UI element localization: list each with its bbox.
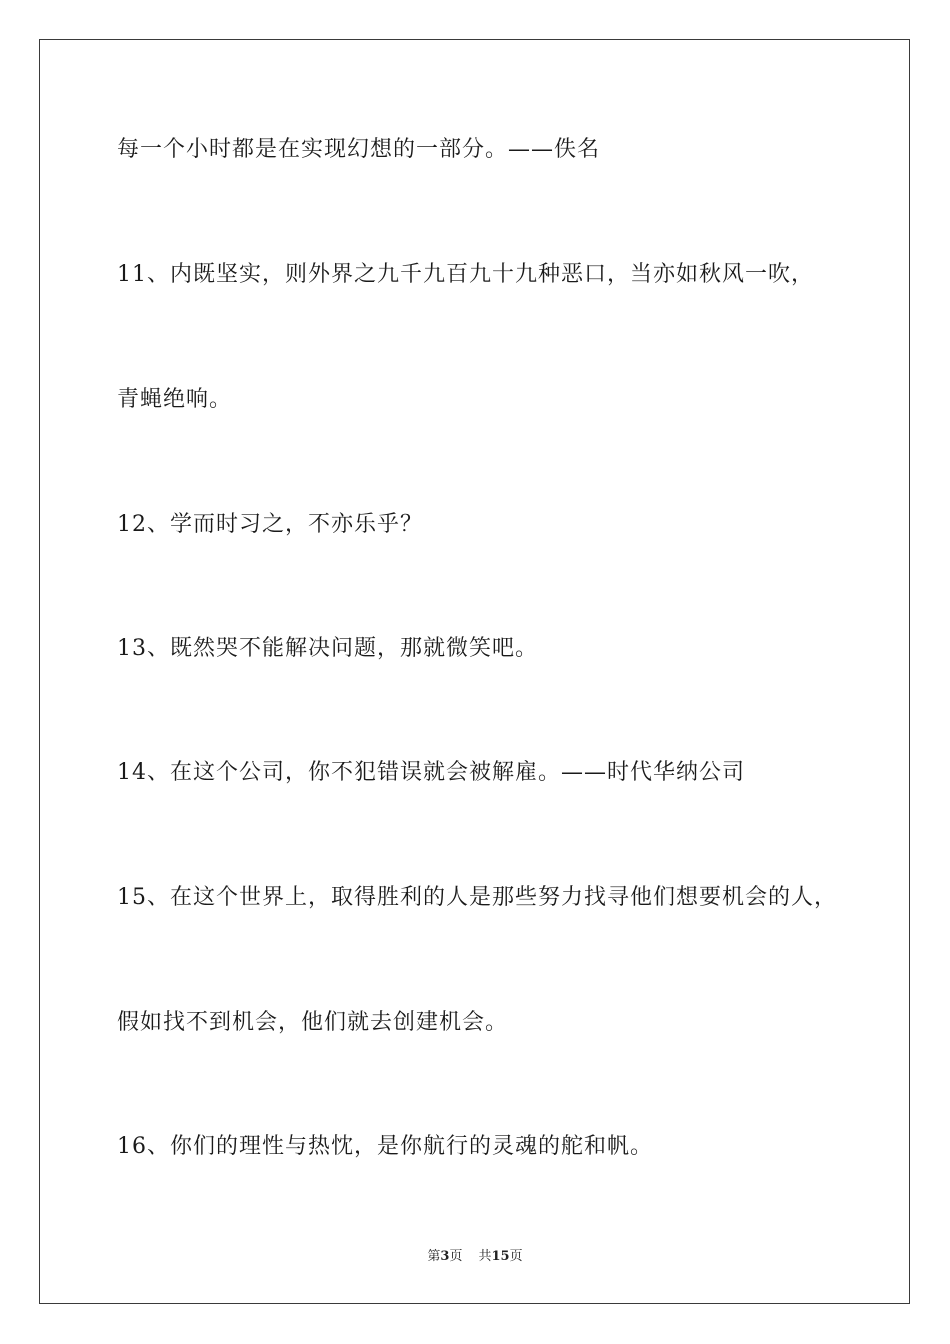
page-number: 3 bbox=[440, 1249, 450, 1264]
page-suffix: 页 bbox=[449, 1249, 463, 1264]
text-line: 16、你们的理性与热忱，是你航行的灵魂的舵和帆。 bbox=[117, 1134, 653, 1159]
page-border bbox=[39, 39, 910, 1304]
text-line: 14、在这个公司，你不犯错误就会被解雇。——时代华纳公司 bbox=[117, 760, 745, 785]
text-line: 青蝇绝响。 bbox=[117, 387, 233, 412]
total-suffix: 页 bbox=[509, 1249, 523, 1264]
page-prefix: 第 bbox=[427, 1249, 441, 1264]
text-line: 每一个小时都是在实现幻想的一部分。——佚名 bbox=[117, 137, 601, 162]
total-pages: 15 bbox=[491, 1249, 510, 1264]
text-line: 12、学而时习之，不亦乐乎？ bbox=[117, 512, 423, 537]
text-line: 11、内既坚实，则外界之九千九百九十九种恶口，当亦如秋风一吹， bbox=[117, 262, 814, 287]
text-line: 15、在这个世界上，取得胜利的人是那些努力找寻他们想要机会的人， bbox=[117, 885, 837, 910]
total-prefix: 共 bbox=[478, 1249, 492, 1264]
text-line: 13、既然哭不能解决问题，那就微笑吧。 bbox=[117, 636, 538, 661]
page-footer bbox=[0, 1248, 950, 1266]
text-line: 假如找不到机会，他们就去创建机会。 bbox=[117, 1010, 509, 1035]
